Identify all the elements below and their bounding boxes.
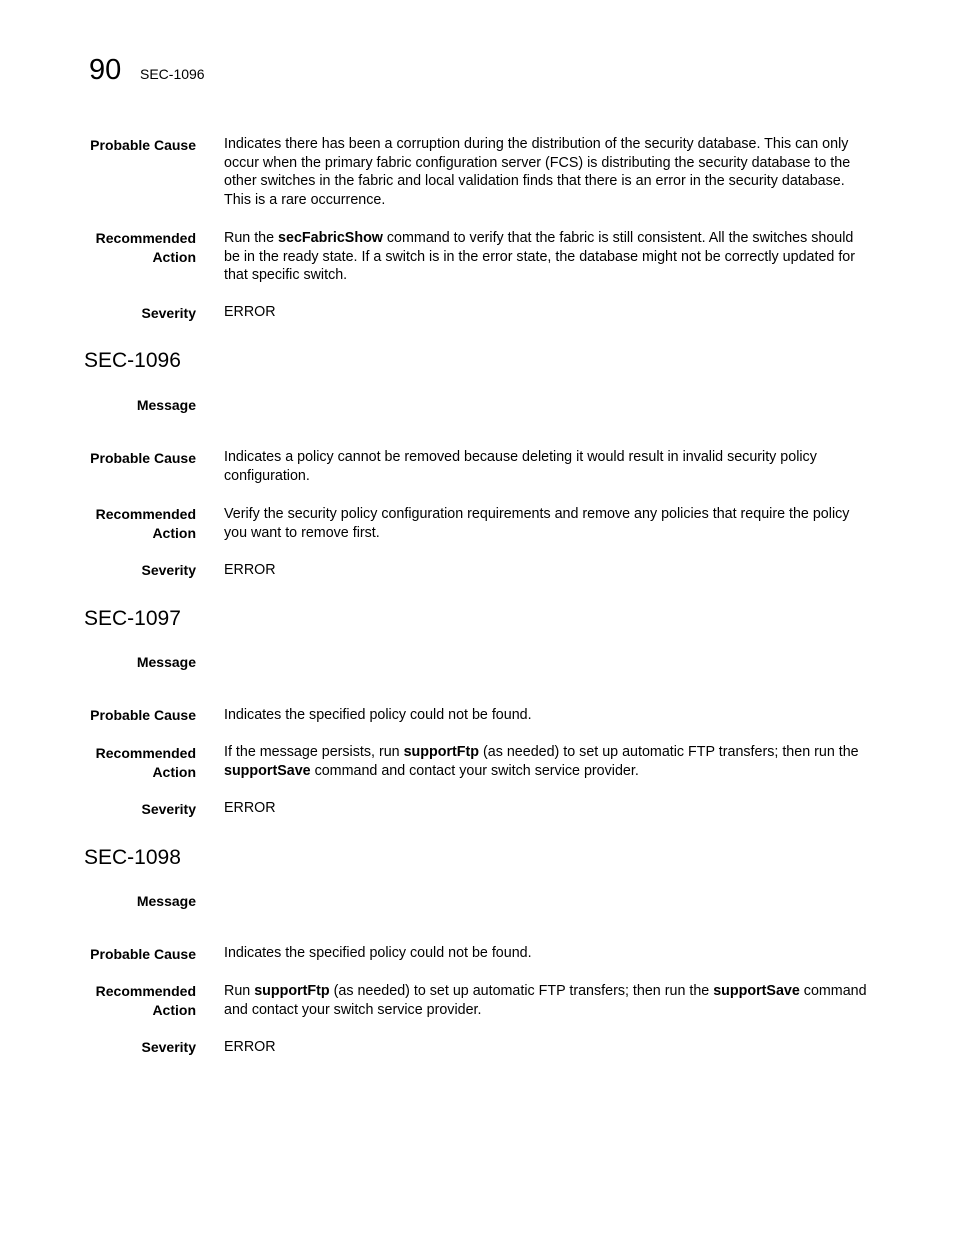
severity-value: ERROR (224, 304, 276, 320)
section-heading-sec-1097: SEC-1097 (84, 607, 181, 630)
message-label: Message (136, 893, 196, 909)
probable-cause-label: Probable Cause (90, 450, 196, 466)
probable-cause-text: Indicates the specified policy could not be found. (224, 707, 532, 723)
recommended-action-label (66, 505, 196, 542)
command-name: supportFtp (403, 744, 480, 760)
severity-value: ERROR (224, 1039, 276, 1055)
command-name: supportSave (713, 983, 800, 999)
label-line: Recommended (95, 745, 196, 761)
recommended-action-text (224, 229, 869, 285)
label-line: Action (152, 1001, 196, 1018)
severity-label: Severity (141, 305, 196, 321)
recommended-action-label (66, 229, 196, 266)
severity-label: Severity (141, 801, 196, 817)
message-label: Message (136, 654, 196, 670)
text-segment: command and contact your switch service provider. (310, 762, 639, 779)
severity-label: Severity (141, 1039, 196, 1055)
label-line: Action (152, 248, 196, 265)
text-segment: (as needed) to set up automatic FTP transfers; then run the (329, 983, 714, 999)
command-name: supportSave (224, 762, 311, 779)
message-label: Message (136, 397, 196, 413)
recommended-action-text: Verify the security policy configuration requirements and remove any policies that require the policy you want to remove first. (224, 506, 850, 541)
section-heading-sec-1098: SEC-1098 (84, 846, 181, 869)
text-segment: command and contact your switch service provider. (224, 983, 867, 1018)
text-segment: Run (224, 983, 255, 999)
text-segment: If the message persists, run (224, 744, 404, 760)
probable-cause-label: Probable Cause (90, 707, 196, 723)
severity-value: ERROR (224, 800, 276, 816)
label-line: Recommended (95, 230, 196, 246)
severity-value: ERROR (224, 562, 276, 578)
recommended-action-text (224, 982, 869, 1019)
text-segment: command to verify that the fabric is still consistent. All the switches should be in the ready state. If a switch is in the error state, the database might not be correctly updated for that specific switch. (224, 230, 855, 284)
text-segment: (as needed) to set up automatic FTP transfers; then run the (479, 744, 859, 760)
probable-cause-text: Indicates a policy cannot be removed because deleting it would result in invalid security policy configuration. (224, 449, 817, 484)
severity-label: Severity (141, 562, 196, 578)
label-line: Recommended (95, 506, 196, 522)
label-line: Action (152, 763, 196, 780)
command-name: supportFtp (254, 983, 330, 999)
section-heading-sec-1096: SEC-1096 (84, 349, 181, 372)
recommended-action-label (66, 744, 196, 781)
probable-cause-label: Probable Cause (90, 137, 196, 153)
page-number: 90 (89, 54, 122, 86)
command-name: secFabricShow (278, 230, 383, 246)
text-segment: Run the (224, 230, 279, 246)
probable-cause-text: Indicates there has been a corruption during the distribution of the security database. This can only occur when the primary fabric configuration server (FCS) is distributing the security database to the other switches in the fabric and local validation finds that there is an error in the security database. This is a rare occurrence. (224, 136, 851, 209)
label-line: Action (152, 524, 196, 541)
label-line: Recommended (95, 983, 196, 999)
running-title: SEC-1096 (140, 66, 205, 82)
recommended-action-label (66, 982, 196, 1019)
probable-cause-text: Indicates the specified policy could not be found. (224, 945, 532, 961)
recommended-action-text (224, 743, 869, 780)
probable-cause-label: Probable Cause (90, 946, 196, 962)
